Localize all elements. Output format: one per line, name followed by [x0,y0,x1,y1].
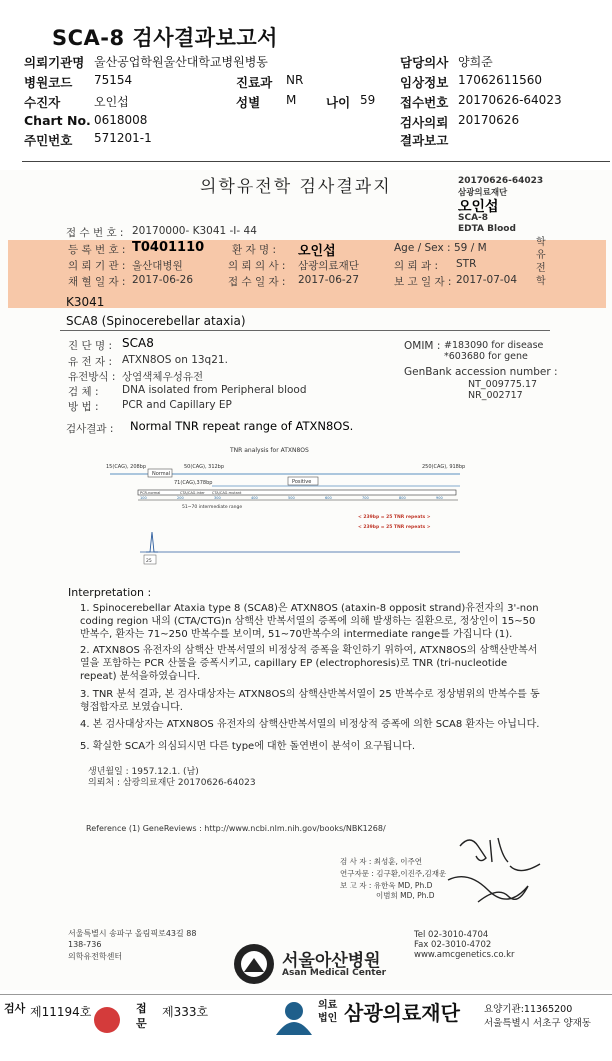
annotation-label: Normal [152,471,171,477]
requester: 삼광의료재단 [298,260,359,272]
info-value: 양희준 [458,55,493,69]
info-label: 수진자 [24,95,61,110]
info-label: 임상정보 [400,75,449,90]
footer-name: 삼광의료재단 [344,1001,460,1025]
examiner: 검 사 자 : 최성훈, 이주연 [340,857,423,866]
address-line2: 138-736 [68,940,102,949]
dept: STR [456,258,477,270]
reporter: 보 고 자 : 유한욱 MD, Ph.D [340,881,433,890]
foundation-logo [272,999,316,1035]
info-label: 주민번호 [24,133,73,148]
divider [22,161,610,162]
patient-label: 환 자 명 : [232,244,276,256]
receipt-label: 접 수 번 호 : [66,227,124,239]
info-value: 0618008 [94,113,148,127]
genbank2: NR_002717 [468,390,523,401]
info-label: 담당의사 [400,55,449,70]
annotation-label: Positive [292,479,312,485]
x-tick-label: 500 [288,496,295,500]
x-tick-label: 800 [399,496,406,500]
x-tick-label: 600 [325,496,332,500]
info-value: 571201-1 [94,131,152,145]
website: www.amcgenetics.co.kr [414,950,515,960]
omim-label: OMIM : [404,340,441,352]
x-tick-label: 900 [436,496,443,500]
interp-item: 3. TNR 분석 결과, 본 검사대상자는 ATXN8OS의 삼핵산반복서열이 25 반복수로 정상범위의 반복수를 동형접합자로 보였습니다. [80,689,540,713]
footer-code: 요양기관:11365200 [484,1004,573,1015]
omim1: #183090 for disease [444,340,544,351]
result-label: < 239bp = 25 TNR repeats > [358,515,431,520]
footer-address: 서울특별시 서초구 양재동 [484,1018,591,1029]
disease: SCA8 (Spinocerebellar ataxia) [66,314,246,328]
interp-item: 1. Spinocerebellar Ataxia type 8 (SCA8)은 ATXN8OS (ataxin-8 opposit strand)유전자의 3'-non coding region 내의 (CTA/CTG)n 삼핵산 반복서열의 증폭에 의해 발생하는 질환으로, 정상인이 15~50 반복수, 환자는 71~250 반복수를 보이며, 51~70반복수의 intermediate range를 가집니다 (1). [80,603,539,640]
interp-item: 5. 확실한 SCA가 의심되시면 다른 type에 대한 돌연변이 분석이 요구됩니다. [80,741,415,752]
specimen-label: 검 체 : [68,386,99,398]
info-value: NR [286,73,304,87]
info-value: 오인섭 [94,95,129,109]
footer-corp: 의료법인 [318,1000,338,1024]
genbank-label: GenBank accession number : [404,366,558,378]
method: PCR and Capillary EP [122,399,232,411]
divider [60,330,550,331]
hospital-logo [232,942,276,986]
x-tick-label: 400 [251,496,258,500]
hospital-name-en: Asan Medical Center [282,968,387,978]
doc-title: 의학유전학 검사결과지 [200,177,392,197]
x-tick-label: 300 [214,496,221,500]
info-value: 20170626-64023 [458,93,562,107]
info-value: 울산공업학원울산대학교병원병동 [94,55,268,69]
recv-label: 접 수 일 자 : [228,276,286,288]
report-date: 2017-07-04 [456,274,518,286]
info-label: 병원코드 [24,75,73,90]
birth: 생년월일 : 1957.12.1. (남) [88,767,199,777]
inherit-label: 유전방식 : [68,371,116,383]
dx: SCA8 [122,336,154,350]
fax: Fax 02-3010-4702 [414,940,492,950]
age-sex: 59 / M [454,242,487,254]
interp-title: Interpretation : [68,586,152,599]
report-title: SCA-8 검사결과보고서 [52,26,278,50]
info-label: Chart No. [24,113,91,128]
collect-label: 채 혈 일 자 : [68,276,126,288]
peak-label: 25 [146,559,152,564]
chart-title: TNR analysis for ATXN8OS [230,447,309,454]
annotation-label: 71(CAG),378bp [174,480,213,486]
tel: Tel 02-3010-4704 [414,930,489,940]
legend-label: CTA/CAG-mutant [212,491,242,495]
annotation-label: 250(CAG), 918bp [422,464,466,470]
trace-peak [146,532,158,552]
x-tick-label: 700 [362,496,369,500]
result-label: < 239bp = 25 TNR repeats > [358,525,431,530]
interp-item: 4. 본 검사대상자는 ATXN8OS 유전자의 삼핵산반복서열의 비정상적 증폭에 의한 SCA8 환자는 아닙니다. [80,719,540,730]
info-value: 17062611560 [458,73,542,87]
footer-no2: 제333호 [162,1005,209,1019]
interp-item: 2. ATXN8OS 유전자의 삼핵산 반복서열의 비정상적 증폭을 확인하기 위하여, ATXN8OS의 삼핵산반복서열을 포함하는 PCR 산물을 증폭시키고, capillary EP (electrophoresis)로 TNR (tri-nucleotide repeat) 분석을하였습니다. [80,645,538,682]
footer-col2: 접문 [136,1002,147,1030]
result-label: 검사결과 : [66,423,114,435]
annotation-label: 50(CAG), 312bp [184,464,225,470]
address-line3: 의학유전학센터 [68,952,123,961]
specimen-desc: DNA isolated from Peripheral blood [122,384,307,396]
info-value: M [286,93,297,107]
info-label: 결과보고 [400,133,449,148]
info-value: 20170626 [458,113,520,127]
gene: ATXN8OS on 13q21. [122,354,228,366]
genbank1: NT_009775.17 [468,379,538,390]
info-value: 75154 [94,73,133,87]
gene-label: 유 전 자 : [68,356,112,368]
staff: 연구자문 : 김구환,이진주,김재운 [340,869,447,878]
footer [0,994,612,1061]
info-label: 검사의뢰 [400,115,449,130]
red-seal-stamp [94,1007,120,1033]
info-label: 접수번호 [400,95,449,110]
annotation-label: 15(CAG), 208bp [106,464,147,470]
dx-label: 진 단 명 : [68,340,112,352]
report-label: 보 고 일 자 : [394,276,452,288]
inst: 울산대병원 [132,260,183,272]
reg-label: 등 록 번 호 : [68,244,126,256]
age-sex-label: Age / Sex : [394,242,451,254]
inherit: 상염색체우성유전 [122,371,204,383]
foundation-name: 삼광의료재단 [458,188,508,198]
omim2: *603680 for gene [444,351,528,362]
legend-label: PCR-normal [140,491,161,495]
footer-no1: 제11194호 [30,1005,92,1019]
code: K3041 [66,295,105,309]
info-label: 나이 [326,95,351,110]
patient-name: 오인섭 [298,244,336,259]
address-line1: 서울특별시 송파구 올림픽로43길 88 [68,929,197,938]
info-label: 성별 [236,95,261,110]
inst-label: 의 뢰 기 관 : [68,260,126,272]
recv-date: 2017-06-27 [298,274,360,286]
collect-date: 2017-06-26 [132,274,194,286]
sample-id: 20170626-64023 [458,176,544,186]
reporter2: 이범희 MD, Ph.D [376,891,435,900]
legend-label: CTA/CAG-inter [180,491,205,495]
label-patient-name: 오인섭 [458,199,499,215]
footer-col1: 검사 [4,1002,26,1015]
result: Normal TNR repeat range of ATXN8OS. [130,419,354,433]
hospital-name: 서울아산병원 [282,951,381,971]
dept-label: 의 뢰 과 : [394,260,438,272]
annotation-label: 51~70 intermediate range [182,505,243,510]
side-label: 학유전학 [536,237,546,287]
signature-image [440,826,560,916]
receipt-no: 20170000- K3041 -I- 44 [132,225,257,237]
requester-label: 의 뢰 의 사 : [228,260,286,272]
info-value: 59 [360,93,376,107]
x-tick-label: 100 [140,496,147,500]
info-label: 의뢰기관명 [24,55,85,70]
x-tick-label: 200 [177,496,184,500]
referrer: 의뢰처 : 삼광의료재단 20170626-64023 [88,778,256,788]
method-label: 방 법 : [68,401,99,413]
reference: Reference (1) GeneReviews : http://www.ncbi.nlm.nih.gov/books/NBK1268/ [86,824,386,833]
tnr-chart [100,444,470,584]
info-label: 진료과 [236,75,273,90]
reg-no: T0401110 [132,240,205,255]
label-specimen: EDTA Blood [458,224,516,234]
label-test: SCA-8 [458,213,489,223]
